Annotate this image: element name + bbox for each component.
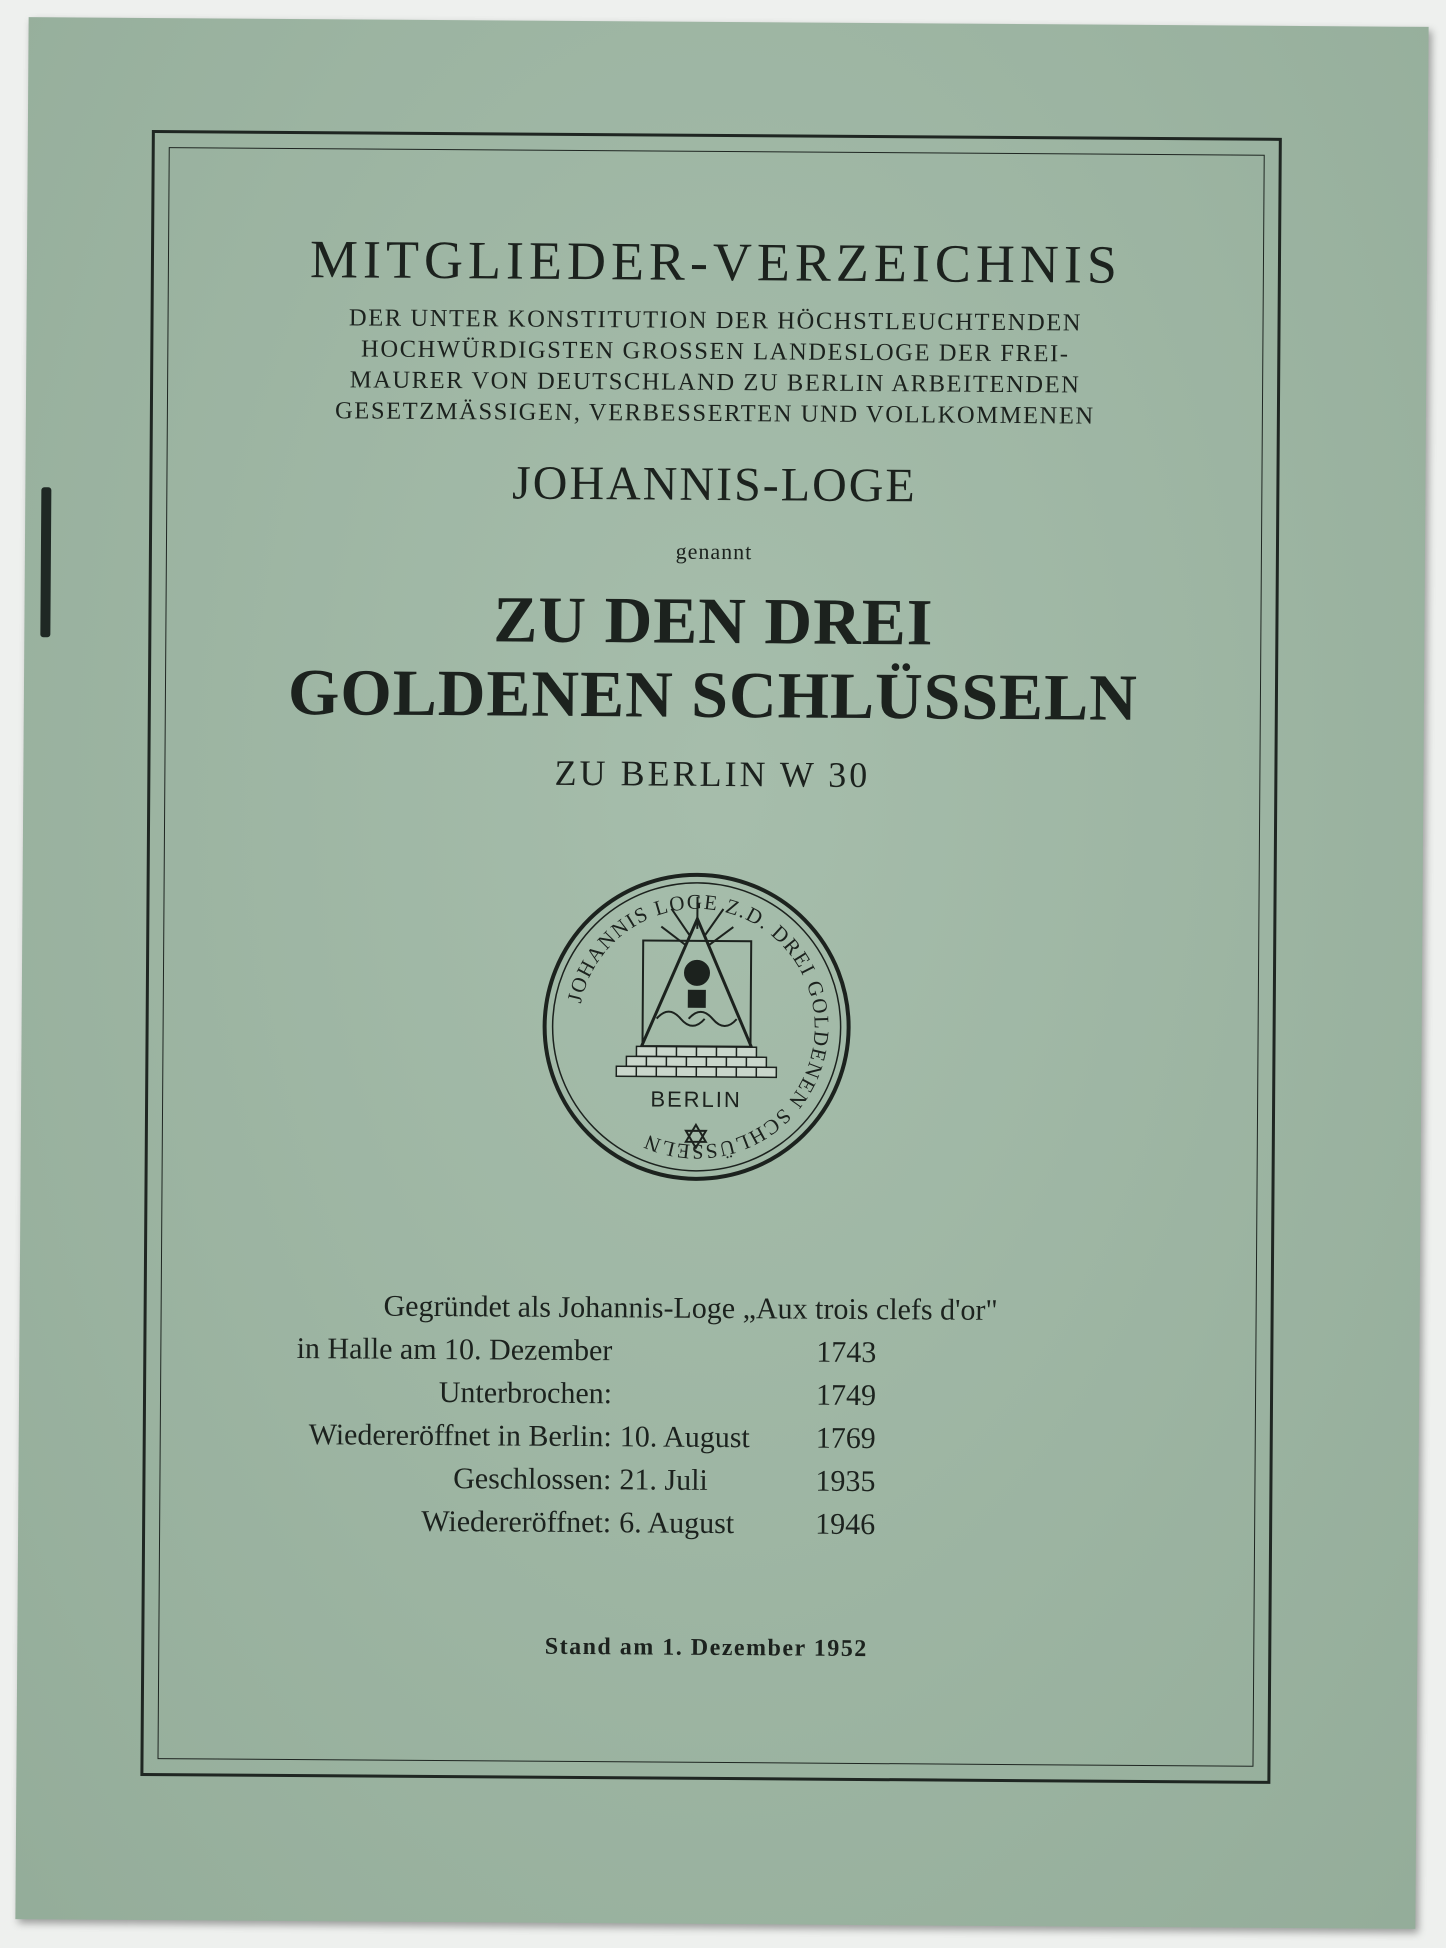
history-year: 1935 [815, 1464, 876, 1499]
staple [40, 487, 51, 637]
history-row [220, 1327, 1120, 1376]
booklet-cover [15, 17, 1428, 1929]
seal-pyramid [616, 1046, 776, 1077]
history-label: Geschlossen: [453, 1462, 612, 1497]
history-founded-line: Gegründet als Johannis-Loge „Aux trois clefs d'or" [383, 1289, 998, 1327]
history-year: 1749 [815, 1378, 877, 1413]
history-row [219, 1499, 1119, 1548]
seal-ring-text [561, 889, 835, 1165]
lodge-city: ZU BERLIN W 30 [554, 752, 871, 796]
lodge-name-line-1: ZU DEN DREI [493, 583, 934, 660]
seal-center-text: BERLIN [650, 1086, 742, 1113]
history-label: in Halle am 10. Dezember [296, 1332, 613, 1368]
lodge-name-line-2: GOLDENEN SCHLÜSSELN [287, 655, 1139, 735]
subtitle-line: GESETZMÄSSIGEN, VERBESSERTEN UND VOLLKOMMENEN [334, 397, 1095, 430]
subtitle-line: HOCHWÜRDIGSTEN GROSSEN LANDESLOGE DER FREI- [360, 335, 1070, 368]
lodge-seal-stamp [538, 868, 856, 1186]
cover-title: MITGLIEDER-VERZEICHNIS [309, 229, 1123, 295]
cover-content [143, 133, 1278, 1781]
outer-border-frame [140, 130, 1281, 1784]
history-date: 21. Juli [619, 1463, 708, 1497]
history-date: 6. August [619, 1506, 735, 1541]
history-row [220, 1413, 1120, 1462]
lodge-type: JOHANNIS-LOGE [511, 456, 917, 513]
history-label: Wiedereröffnet: [421, 1504, 612, 1540]
subtitle-line: MAURER VON DEUTSCHLAND ZU BERLIN ARBEITENDEN [349, 366, 1081, 399]
history-date: 10. August [619, 1420, 750, 1455]
lodge-name [151, 581, 1276, 737]
history-label: Unterbrochen: [438, 1376, 613, 1411]
seal-ring-textpath: JOHANNIS LOGE Z.D. DREI GOLDENEN SCHLÜSSELN [562, 889, 834, 1164]
history-block [219, 1284, 1121, 1548]
cover-subtitle [153, 301, 1278, 433]
history-year: 1946 [815, 1507, 876, 1542]
history-year: 1743 [816, 1335, 877, 1370]
history-year: 1769 [815, 1421, 876, 1456]
genannt-label: genannt [675, 538, 753, 565]
history-row [220, 1370, 1120, 1419]
status-date-line: Stand am 1. Dezember 1952 [544, 1633, 868, 1663]
history-row [219, 1456, 1119, 1505]
subtitle-line: DER UNTER KONSTITUTION DER HÖCHSTLEUCHTENDEN [348, 304, 1083, 337]
history-label: Wiedereröffnet in Berlin: [308, 1418, 612, 1454]
